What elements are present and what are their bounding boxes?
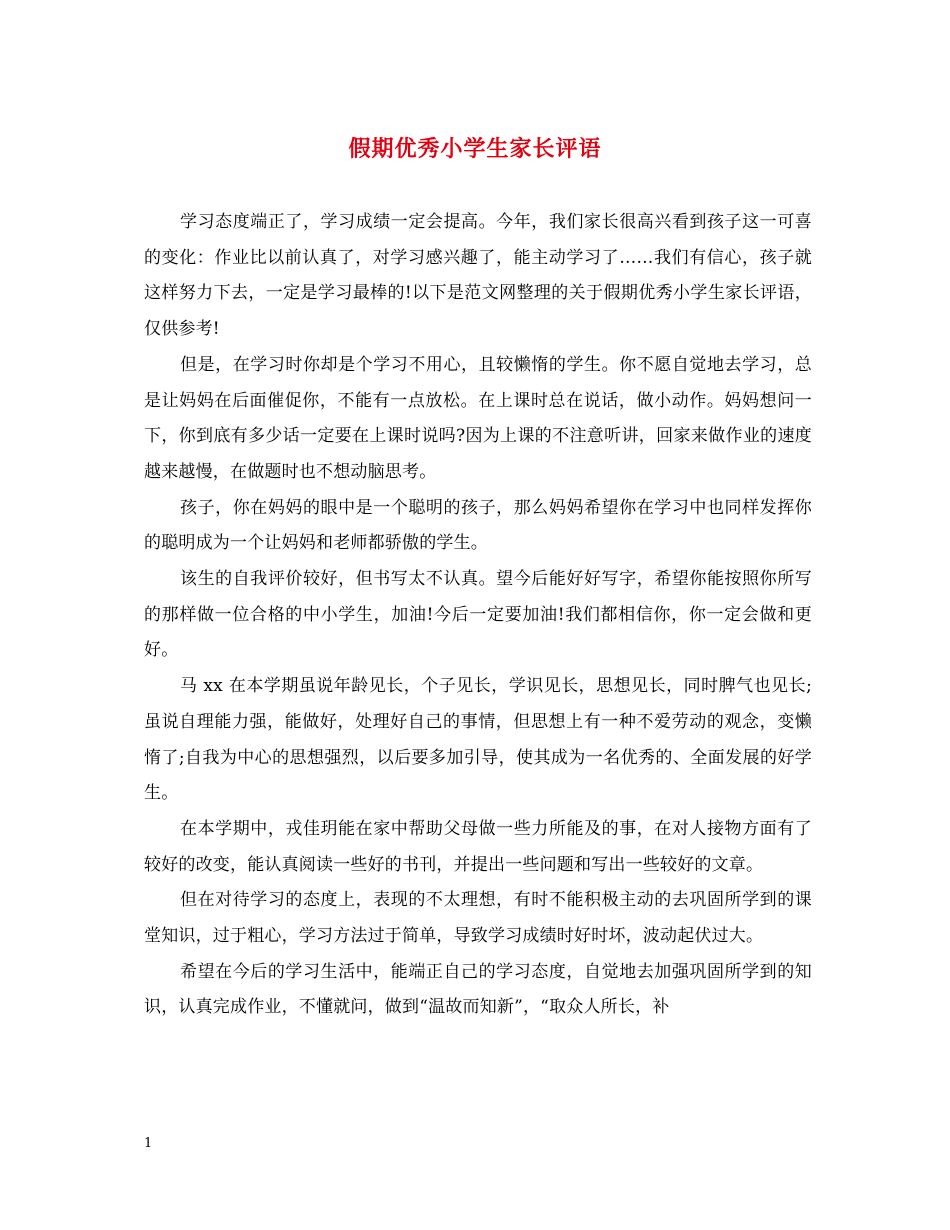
page-title: 假期优秀小学生家长评语 bbox=[348, 136, 602, 162]
paragraph-8: 希望在今后的学习生活中，能端正自己的学习态度，自觉地去加强巩固所学到的知识，认真完成作业，不懂就问，做到“温故而知新”，“取众人所长，补 bbox=[144, 961, 812, 1018]
paragraph-2: 但是，在学习时你却是个学习不用心，且较懒惰的学生。你不愿自觉地去学习，总是让妈妈在后面催促你，不能有一点放松。在上课时总在说话，做小动作。妈妈想问一下，你到底有多少话一定要在上课时说吗?因为上课的不注意听讲，回家来做作业的速度越来越慢，在做题时也不想动脑思考。 bbox=[144, 354, 812, 482]
paragraph-4: 该生的自我评价较好，但书写太不认真。望今后能好好写字，希望你能按照你所写的那样做一位合格的中小学生，加油!今后一定要加油!我们都相信你，你一定会做和更好。 bbox=[144, 569, 812, 661]
document-body bbox=[144, 205, 812, 1026]
paragraph-1: 学习态度端正了，学习成绩一定会提高。今年，我们家长很高兴看到孩子这一可喜的变化：作业比以前认真了，对学习感兴趣了，能主动学习了……我们有信心，孩子就这样努力下去，一定是学习最棒的!以下是范文网整理的关于假期优秀小学生家长评语，仅供参考! bbox=[144, 212, 812, 340]
paragraph-7: 但在对待学习的态度上，表现的不太理想，有时不能积极主动的去巩固所学到的课堂知识，过于粗心，学习方法过于简单，导致学习成绩时好时坏，波动起伏过大。 bbox=[144, 890, 812, 947]
page-number: 1 bbox=[144, 1136, 153, 1151]
paragraph-6: 在本学期中，戎佳玥能在家中帮助父母做一些力所能及的事，在对人接物方面有了较好的改变，能认真阅读一些好的书刊，并提出一些问题和写出一些较好的文章。 bbox=[144, 818, 812, 875]
paragraph-3: 孩子，你在妈妈的眼中是一个聪明的孩子，那么妈妈希望你在学习中也同样发挥你的聪明成为一个让妈妈和老师都骄傲的学生。 bbox=[144, 497, 812, 554]
paragraph-5: 马 xx 在本学期虽说年龄见长，个子见长，学识见长，思想见长，同时脾气也见长;虽说自理能力强，能做好，处理好自己的事情，但思想上有一种不爱劳动的观念，变懒惰了;自我为中心的思想强烈，以后要多加引导，使其成为一名优秀的、全面发展的好学生。 bbox=[144, 676, 812, 804]
